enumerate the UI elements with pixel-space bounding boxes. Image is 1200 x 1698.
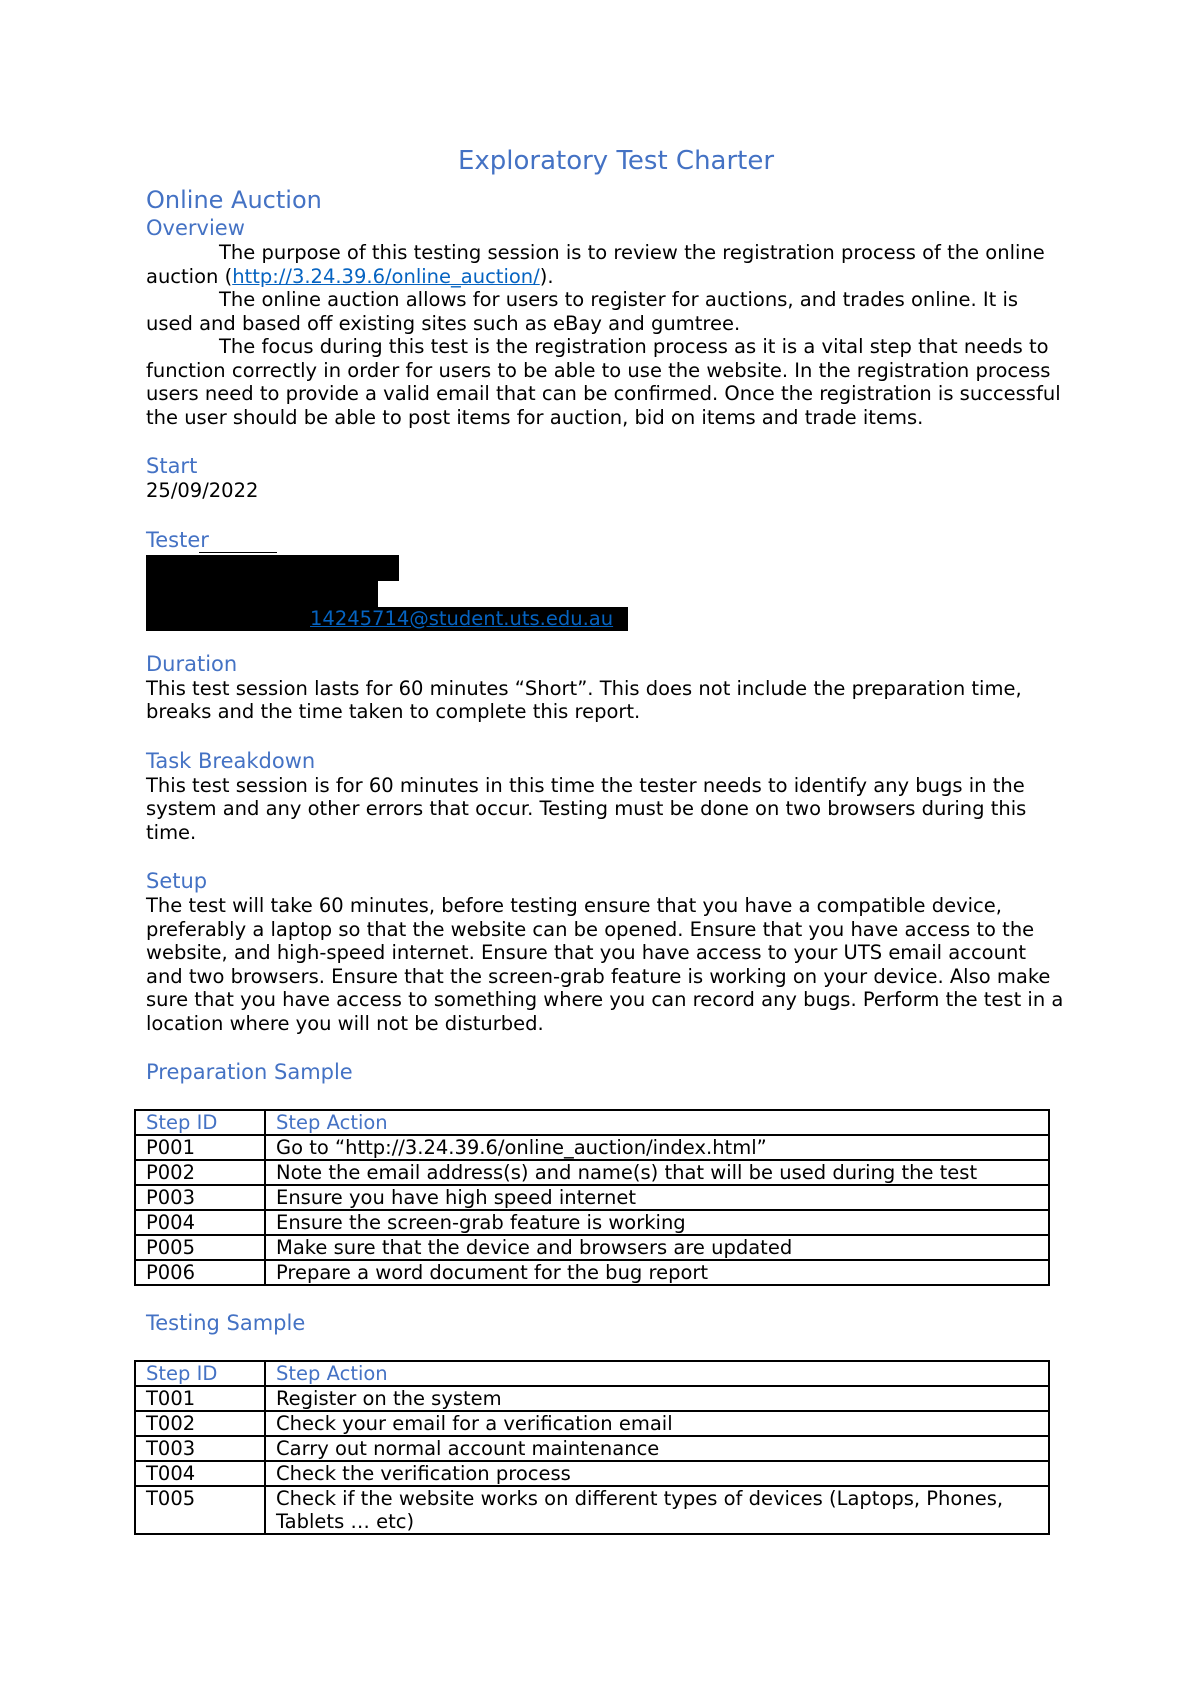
step-id-cell: P003 [135, 1185, 265, 1210]
tester-details [146, 555, 1066, 631]
table-header-row [135, 1361, 1049, 1386]
step-id-cell: P002 [135, 1160, 265, 1185]
step-id-cell: P004 [135, 1210, 265, 1235]
tester-heading-text: Tester [146, 527, 209, 552]
table-row [135, 1386, 1049, 1411]
step-id-cell: T003 [135, 1436, 265, 1461]
step-action-cell: Check if the website works on different types of devices (Laptops, Phones, Tablets … etc) [265, 1486, 1049, 1534]
tester-heading-underline [199, 551, 277, 553]
step-id-cell: P001 [135, 1135, 265, 1160]
overview-p1-text: The purpose of this testing session is to review the registration process of the online auction ( [146, 241, 1045, 288]
step-action-cell: Note the email address(s) and name(s) that will be used during the test [265, 1160, 1049, 1185]
setup-text: The test will take 60 minutes, before testing ensure that you have a compatible device, preferably a laptop so that the website can be opened. Ensure that you have access to the website, and high-speed internet. Ensure that you have access to your UTS email account and two browsers. Ensure that the screen-grab feature is working on your device. Also make sure that you have access to something where you can record any bugs. Perform the test in a location where you will not be disturbed. [146, 894, 1064, 1035]
table-row [135, 1260, 1049, 1285]
column-header-step-id: Step ID [135, 1361, 265, 1386]
step-id-cell: P005 [135, 1235, 265, 1260]
setup-heading: Setup [146, 869, 208, 893]
table-row [135, 1486, 1049, 1534]
step-action-cell: Check the verification process [265, 1461, 1049, 1486]
step-action-cell: Check your email for a verification email [265, 1411, 1049, 1436]
step-id-cell: P006 [135, 1260, 265, 1285]
table-row [135, 1185, 1049, 1210]
overview-p1-end: ). [539, 264, 554, 288]
document-title: Exploratory Test Charter [457, 146, 775, 176]
table-row [135, 1411, 1049, 1436]
step-id-cell: T002 [135, 1411, 265, 1436]
step-id-cell: T005 [135, 1486, 265, 1534]
table-header-row [135, 1110, 1049, 1135]
overview-heading: Overview [146, 216, 245, 240]
start-date: 25/09/2022 [146, 479, 259, 502]
start-heading: Start [146, 454, 198, 478]
preparation-heading: Preparation Sample [146, 1060, 353, 1084]
redaction-bar [146, 581, 378, 607]
step-id-cell: T001 [135, 1386, 265, 1411]
step-id-cell: T004 [135, 1461, 265, 1486]
tester-heading [146, 527, 1066, 553]
testing-table [134, 1360, 1050, 1535]
overview-paragraph-1 [146, 241, 1066, 288]
duration-heading: Duration [146, 651, 238, 676]
document-body [146, 143, 1066, 1535]
overview-paragraph-2: The online auction allows for users to register for auctions, and trades online. It is used and based off existing sites such as eBay and gumtree. [146, 288, 1019, 335]
document-subtitle: Online Auction [146, 186, 322, 214]
table-row [135, 1235, 1049, 1260]
step-action-cell: Carry out normal account maintenance [265, 1436, 1049, 1461]
column-header-step-action: Step Action [265, 1110, 1049, 1135]
step-action-cell: Make sure that the device and browsers are updated [265, 1235, 1049, 1260]
tester-email-link[interactable]: 14245714@student.uts.edu.au [310, 606, 614, 630]
column-header-step-id: Step ID [135, 1110, 265, 1135]
step-action-cell: Prepare a word document for the bug report [265, 1260, 1049, 1285]
column-header-step-action: Step Action [265, 1361, 1049, 1386]
overview-paragraph-3: The focus during this test is the registration process as it is a vital step that needs to function correctly in order for users to be able to use the website. In the registration process users need to provide a valid email that can be confirmed. Once the registration is successful the user should be able to post items for auction, bid on items and trade items. [146, 335, 1061, 429]
redaction-bar [146, 555, 399, 581]
preparation-table [134, 1109, 1050, 1286]
table-row [135, 1160, 1049, 1185]
step-action-cell: Register on the system [265, 1386, 1049, 1411]
table-row [135, 1461, 1049, 1486]
task-breakdown-text: This test session is for 60 minutes in this time the tester needs to identify any bugs in the system and any other errors that occur. Testing must be done on two browsers during this time. [146, 773, 1027, 844]
table-row [135, 1210, 1049, 1235]
step-action-cell: Ensure you have high speed internet [265, 1185, 1049, 1210]
step-action-cell: Ensure the screen-grab feature is working [265, 1210, 1049, 1235]
testing-heading: Testing Sample [146, 1311, 306, 1335]
duration-text: This test session lasts for 60 minutes “Short”. This does not include the preparation time, breaks and the time taken to complete this report. [146, 676, 1022, 723]
table-row [135, 1135, 1049, 1160]
table-row [135, 1436, 1049, 1461]
task-breakdown-heading: Task Breakdown [146, 748, 316, 773]
auction-site-link[interactable]: http://3.24.39.6/online_auction/ [232, 264, 540, 288]
step-action-cell: Go to “http://3.24.39.6/online_auction/index.html” [265, 1135, 1049, 1160]
